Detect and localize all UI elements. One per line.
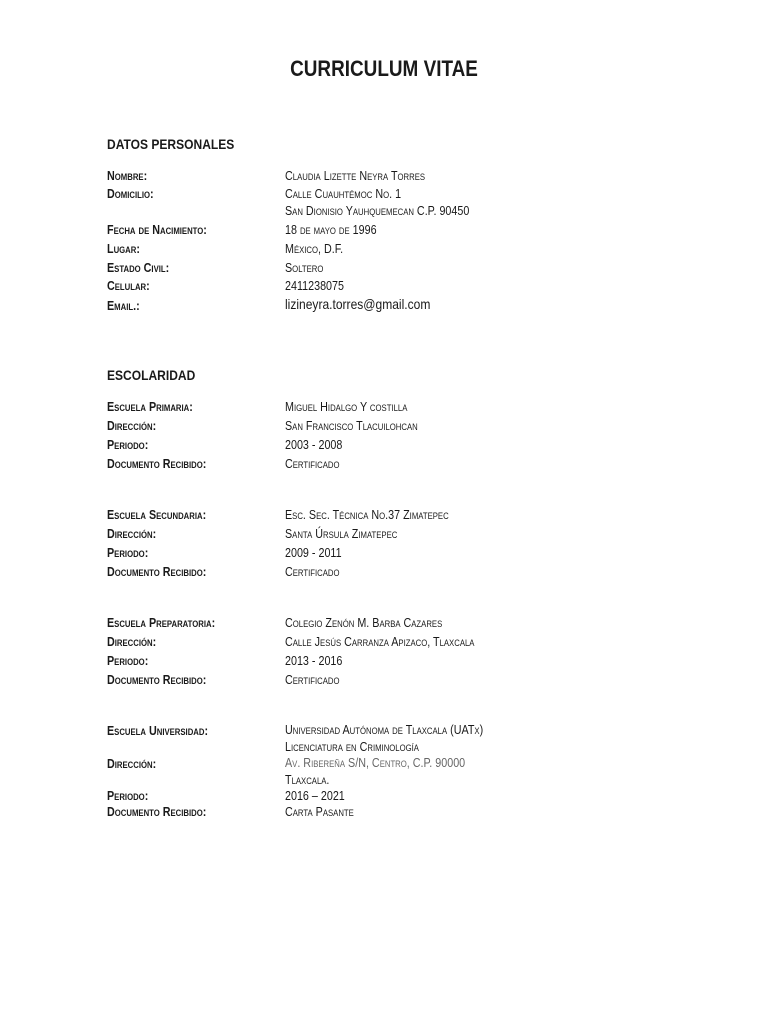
label-secundaria-direccion: Dirección: <box>107 527 157 541</box>
value-lugar: México, D.F. <box>285 242 344 256</box>
label-lugar: Lugar: <box>107 242 140 256</box>
label-celular: Celular: <box>107 279 150 293</box>
document-title: CURRICULUM VITAE <box>290 56 478 81</box>
value-domicilio-line1: Calle Cuauhtémoc No. 1 <box>285 187 402 201</box>
label-email: Email.: <box>107 299 140 313</box>
value-estado-civil: Soltero <box>285 261 324 275</box>
label-domicilio: Domicilio: <box>107 187 154 201</box>
value-universidad-documento: Carta Pasante <box>285 805 354 819</box>
label-universidad: Escuela Universidad: <box>107 724 209 738</box>
value-universidad-direccion-line2: Tlaxcala. <box>285 773 330 787</box>
label-preparatoria-periodo: Periodo: <box>107 654 149 668</box>
value-secundaria: Esc. Sec. Técnica No.37 Zimatepec <box>285 508 449 522</box>
label-universidad-direccion: Dirección: <box>107 757 157 771</box>
value-nacimiento: 18 de mayo de 1996 <box>285 223 377 237</box>
value-secundaria-direccion: Santa Úrsula Zimatepec <box>285 527 398 541</box>
value-universidad-direccion-line1: Av. Ribereña S/N, Centro, C.P. 90000 <box>285 756 466 770</box>
value-primaria: Miguel Hidalgo Y costilla <box>285 400 408 414</box>
value-universidad-carrera: Licenciatura en Criminología <box>285 740 419 754</box>
value-celular: 2411238075 <box>285 279 344 293</box>
label-universidad-periodo: Periodo: <box>107 789 149 803</box>
label-preparatoria-direccion: Dirección: <box>107 635 157 649</box>
value-universidad: Universidad Autónoma de Tlaxcala (UATx) <box>285 723 484 737</box>
value-domicilio-line2: San Dionisio Yauhquemecan C.P. 90450 <box>285 204 470 218</box>
value-email: lizineyra.torres@gmail.com <box>285 296 431 312</box>
label-secundaria-documento: Documento Recibido: <box>107 565 207 579</box>
label-estado-civil: Estado Civil: <box>107 261 170 275</box>
value-preparatoria: Colegio Zenón M. Barba Cazares <box>285 616 443 630</box>
label-secundaria: Escuela Secundaria: <box>107 508 207 522</box>
label-nacimiento: Fecha de Nacimiento: <box>107 223 207 237</box>
value-universidad-periodo: 2016 – 2021 <box>285 789 345 803</box>
value-preparatoria-periodo: 2013 - 2016 <box>285 654 343 668</box>
label-primaria-direccion: Dirección: <box>107 419 157 433</box>
value-primaria-direccion: San Francisco Tlacuilohcan <box>285 419 418 433</box>
label-nombre: Nombre: <box>107 169 148 183</box>
label-preparatoria: Escuela Preparatoria: <box>107 616 216 630</box>
label-primaria: Escuela Primaria: <box>107 400 193 414</box>
label-primaria-documento: Documento Recibido: <box>107 457 207 471</box>
section-heading-escolaridad: ESCOLARIDAD <box>107 367 196 383</box>
label-primaria-periodo: Periodo: <box>107 438 149 452</box>
label-preparatoria-documento: Documento Recibido: <box>107 673 207 687</box>
value-preparatoria-direccion: Calle Jesús Carranza Apizaco, Tlaxcala <box>285 635 475 649</box>
section-heading-personal: DATOS PERSONALES <box>107 136 235 152</box>
value-secundaria-periodo: 2009 - 2011 <box>285 546 342 560</box>
label-universidad-documento: Documento Recibido: <box>107 805 207 819</box>
value-primaria-periodo: 2003 - 2008 <box>285 438 343 452</box>
label-secundaria-periodo: Periodo: <box>107 546 149 560</box>
value-preparatoria-documento: Certificado <box>285 673 340 687</box>
value-nombre: Claudia Lizette Neyra Torres <box>285 169 426 183</box>
value-primaria-documento: Certificado <box>285 457 340 471</box>
value-secundaria-documento: Certificado <box>285 565 340 579</box>
